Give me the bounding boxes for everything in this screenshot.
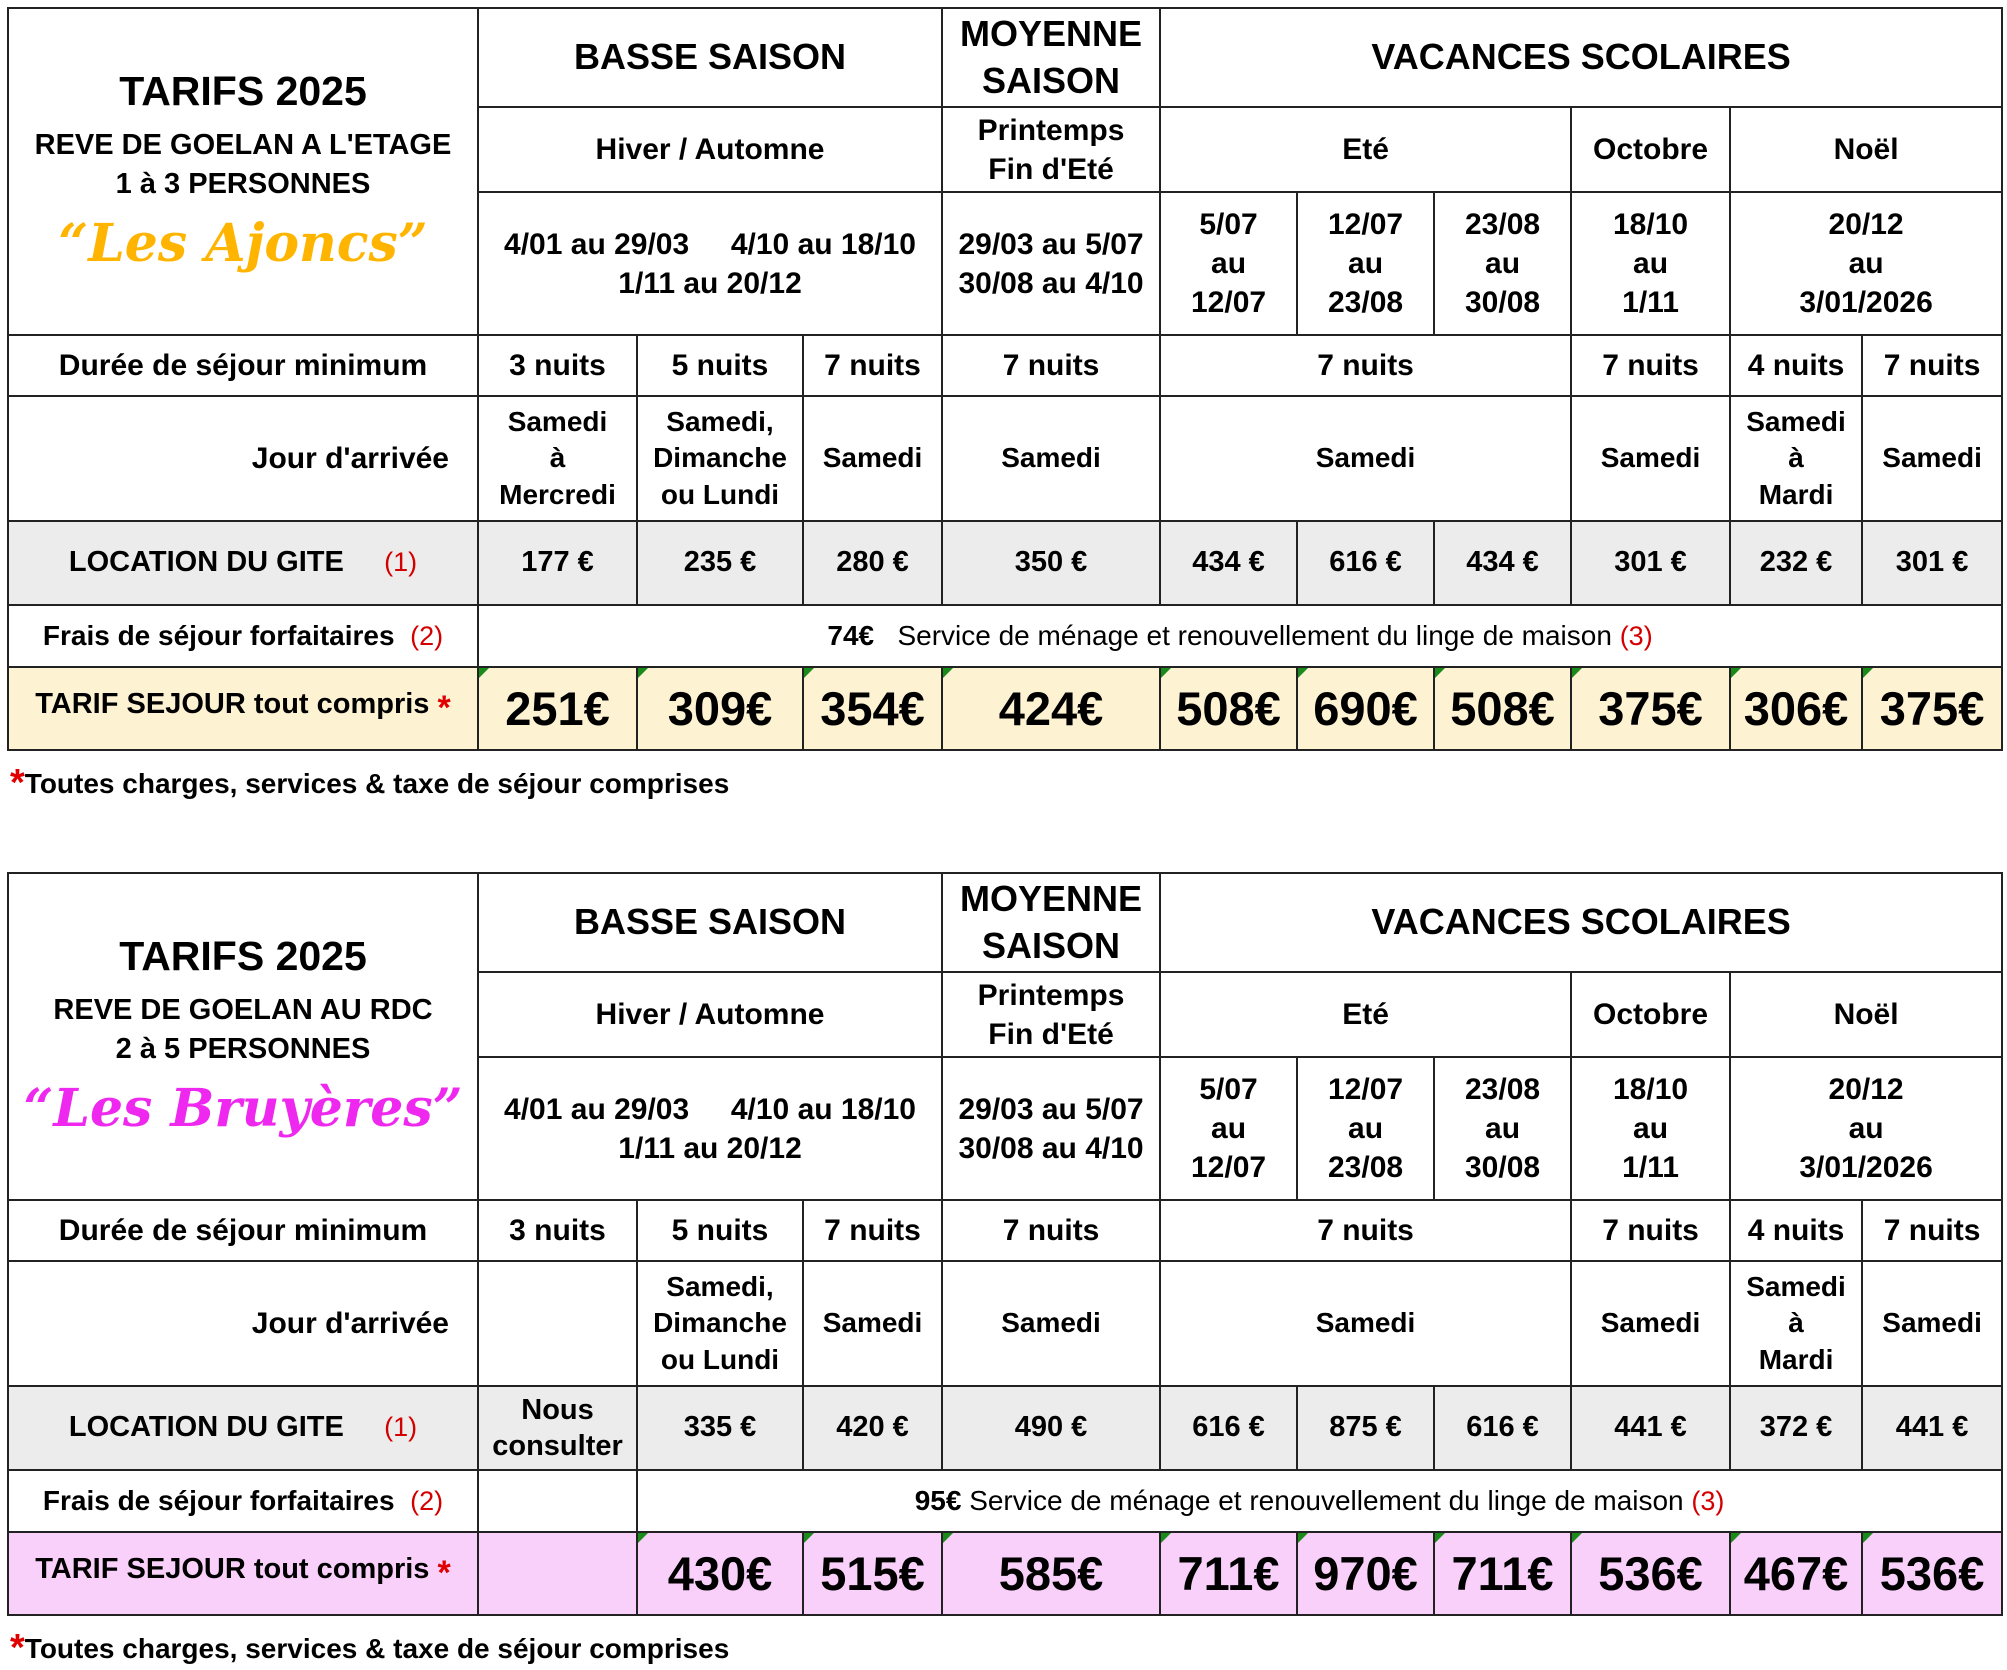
location-price: 616 € — [1297, 521, 1434, 605]
nuits-cell: 7 nuits — [803, 335, 942, 396]
location-price: 616 € — [1160, 1386, 1297, 1470]
dates-ete-1: 5/07 au 12/07 — [1160, 1057, 1297, 1200]
page-title: TARIFS 2025 — [119, 67, 367, 114]
total-price: 354€ — [803, 667, 942, 750]
total-price: 585€ — [942, 1532, 1160, 1615]
location-price: 420 € — [803, 1386, 942, 1470]
dates-basse-saison: 4/01 au 29/03 4/10 au 18/10 1/11 au 20/12 — [478, 192, 942, 335]
total-price: 309€ — [637, 667, 803, 750]
total-price: 711€ — [1434, 1532, 1571, 1615]
frais-cell: 74€ Service de ménage et renouvellement du linge de maison (3) — [478, 605, 2002, 667]
period-hiver-automne: Hiver / Automne — [478, 972, 942, 1057]
total-price-empty — [478, 1532, 637, 1615]
frais-label: Frais de séjour forfaitaires (2) — [8, 605, 478, 667]
nuits-cell: 7 nuits — [1862, 335, 2002, 396]
footnote: *Toutes charges, services & taxe de séjour comprises — [10, 762, 730, 804]
nuits-cell: 7 nuits — [942, 1200, 1160, 1261]
title-cell — [8, 8, 478, 335]
location-price: 232 € — [1730, 521, 1862, 605]
dates-basse-saison: 4/01 au 29/03 4/10 au 18/10 1/11 au 20/12 — [478, 1057, 942, 1200]
total-price: 711€ — [1160, 1532, 1297, 1615]
total-price: 536€ — [1862, 1532, 2002, 1615]
total-label: TARIF SEJOUR tout compris * — [8, 1532, 478, 1615]
location-price: 335 € — [637, 1386, 803, 1470]
dates-noel: 20/12 au 3/01/2026 — [1730, 1057, 2002, 1200]
location-price: 490 € — [942, 1386, 1160, 1470]
header-moyenne-saison: MOYENNE SAISON — [942, 8, 1160, 107]
location-price: 301 € — [1571, 521, 1730, 605]
total-price: 424€ — [942, 667, 1160, 750]
gite-name: “Les Ajoncs” — [58, 213, 428, 275]
arrivee-cell: Samedi, Dimanche ou Lundi — [637, 1261, 803, 1386]
nuits-cell: 5 nuits — [637, 1200, 803, 1261]
dates-ete-2: 12/07 au 23/08 — [1297, 192, 1434, 335]
total-price: 515€ — [803, 1532, 942, 1615]
total-price: 430€ — [637, 1532, 803, 1615]
footnote: *Toutes charges, services & taxe de séjour comprises — [10, 1627, 730, 1669]
header-basse-saison: BASSE SAISON — [478, 873, 942, 972]
location-price: 434 € — [1434, 521, 1571, 605]
total-price: 508€ — [1160, 667, 1297, 750]
nuits-cell: 3 nuits — [478, 1200, 637, 1261]
location-price: 235 € — [637, 521, 803, 605]
location-label: LOCATION DU GITE (1) — [8, 521, 478, 605]
total-price: 690€ — [1297, 667, 1434, 750]
location-label: LOCATION DU GITE (1) — [8, 1386, 478, 1470]
page-title: TARIFS 2025 — [119, 932, 367, 979]
location-subtitle: REVE DE GOELAN A L'ETAGE — [34, 129, 452, 162]
arrivee-cell: Samedi — [1862, 1261, 2002, 1386]
nuits-cell: 7 nuits — [1571, 335, 1730, 396]
frais-label: Frais de séjour forfaitaires (2) — [8, 1470, 478, 1532]
total-price: 536€ — [1571, 1532, 1730, 1615]
gite-name: “Les Bruyères” — [23, 1078, 463, 1140]
arrivee-cell: Samedi — [942, 396, 1160, 521]
arrivee-cell: Samedi — [1160, 1261, 1571, 1386]
arrivee-cell: Samedi — [803, 396, 942, 521]
location-price: 875 € — [1297, 1386, 1434, 1470]
period-noel: Noël — [1730, 107, 2002, 192]
period-hiver-automne: Hiver / Automne — [478, 107, 942, 192]
nuits-cell: 5 nuits — [637, 335, 803, 396]
dates-moyenne-saison: 29/03 au 5/07 30/08 au 4/10 — [942, 192, 1160, 335]
total-price: 375€ — [1571, 667, 1730, 750]
location-price: 350 € — [942, 521, 1160, 605]
arrivee-cell: Samedi — [1160, 396, 1571, 521]
nuits-cell: 7 nuits — [1160, 335, 1571, 396]
capacity-subtitle: 2 à 5 PERSONNES — [115, 1033, 371, 1066]
location-nous-consulter: Nous consulter — [478, 1386, 637, 1470]
nuits-cell: 7 nuits — [1571, 1200, 1730, 1261]
dates-ete-3: 23/08 au 30/08 — [1434, 192, 1571, 335]
period-printemps: Printemps Fin d'Eté — [942, 107, 1160, 192]
total-price: 970€ — [1297, 1532, 1434, 1615]
arrivee-label: Jour d'arrivée — [8, 396, 478, 521]
total-price: 508€ — [1434, 667, 1571, 750]
nuits-cell: 7 nuits — [803, 1200, 942, 1261]
frais-cell: 95€ Service de ménage et renouvellement du linge de maison (3) — [637, 1470, 2002, 1532]
location-price: 616 € — [1434, 1386, 1571, 1470]
period-ete: Eté — [1160, 107, 1571, 192]
header-vacances-scolaires: VACANCES SCOLAIRES — [1160, 873, 2002, 972]
tarif-table-ajoncs — [7, 7, 2003, 751]
total-price: 251€ — [478, 667, 637, 750]
dates-octobre: 18/10 au 1/11 — [1571, 192, 1730, 335]
location-price: 434 € — [1160, 521, 1297, 605]
arrivee-cell: Samedi — [1571, 396, 1730, 521]
period-octobre: Octobre — [1571, 107, 1730, 192]
arrivee-cell: Samedi — [1862, 396, 2002, 521]
dates-ete-2: 12/07 au 23/08 — [1297, 1057, 1434, 1200]
dates-octobre: 18/10 au 1/11 — [1571, 1057, 1730, 1200]
location-price: 372 € — [1730, 1386, 1862, 1470]
location-price: 441 € — [1862, 1386, 2002, 1470]
arrivee-cell: Samedi à Mercredi — [478, 396, 637, 521]
period-ete: Eté — [1160, 972, 1571, 1057]
nuits-cell: 4 nuits — [1730, 1200, 1862, 1261]
title-cell — [8, 873, 478, 1200]
arrivee-label: Jour d'arrivée — [8, 1261, 478, 1386]
total-label: TARIF SEJOUR tout compris * — [8, 667, 478, 750]
frais-cell-empty — [478, 1470, 637, 1532]
total-price: 306€ — [1730, 667, 1862, 750]
dates-ete-1: 5/07 au 12/07 — [1160, 192, 1297, 335]
period-noel: Noël — [1730, 972, 2002, 1057]
dates-ete-3: 23/08 au 30/08 — [1434, 1057, 1571, 1200]
dates-moyenne-saison: 29/03 au 5/07 30/08 au 4/10 — [942, 1057, 1160, 1200]
arrivee-cell: Samedi à Mardi — [1730, 396, 1862, 521]
header-vacances-scolaires: VACANCES SCOLAIRES — [1160, 8, 2002, 107]
location-price: 441 € — [1571, 1386, 1730, 1470]
nuits-cell: 7 nuits — [1862, 1200, 2002, 1261]
arrivee-cell: Samedi à Mardi — [1730, 1261, 1862, 1386]
tarif-table-bruyeres — [7, 872, 2003, 1616]
capacity-subtitle: 1 à 3 PERSONNES — [115, 168, 371, 201]
arrivee-cell: Samedi — [803, 1261, 942, 1386]
period-octobre: Octobre — [1571, 972, 1730, 1057]
location-price: 301 € — [1862, 521, 2002, 605]
dates-noel: 20/12 au 3/01/2026 — [1730, 192, 2002, 335]
header-moyenne-saison: MOYENNE SAISON — [942, 873, 1160, 972]
total-price: 467€ — [1730, 1532, 1862, 1615]
total-price: 375€ — [1862, 667, 2002, 750]
arrivee-cell: Samedi — [1571, 1261, 1730, 1386]
nuits-cell: 7 nuits — [1160, 1200, 1571, 1261]
location-price: 177 € — [478, 521, 637, 605]
header-basse-saison: BASSE SAISON — [478, 8, 942, 107]
arrivee-cell-empty — [478, 1261, 637, 1386]
nuits-cell: 7 nuits — [942, 335, 1160, 396]
duree-label: Durée de séjour minimum — [8, 335, 478, 396]
period-printemps: Printemps Fin d'Eté — [942, 972, 1160, 1057]
arrivee-cell: Samedi — [942, 1261, 1160, 1386]
nuits-cell: 3 nuits — [478, 335, 637, 396]
duree-label: Durée de séjour minimum — [8, 1200, 478, 1261]
arrivee-cell: Samedi, Dimanche ou Lundi — [637, 396, 803, 521]
location-subtitle: REVE DE GOELAN AU RDC — [53, 994, 433, 1027]
location-price: 280 € — [803, 521, 942, 605]
nuits-cell: 4 nuits — [1730, 335, 1862, 396]
